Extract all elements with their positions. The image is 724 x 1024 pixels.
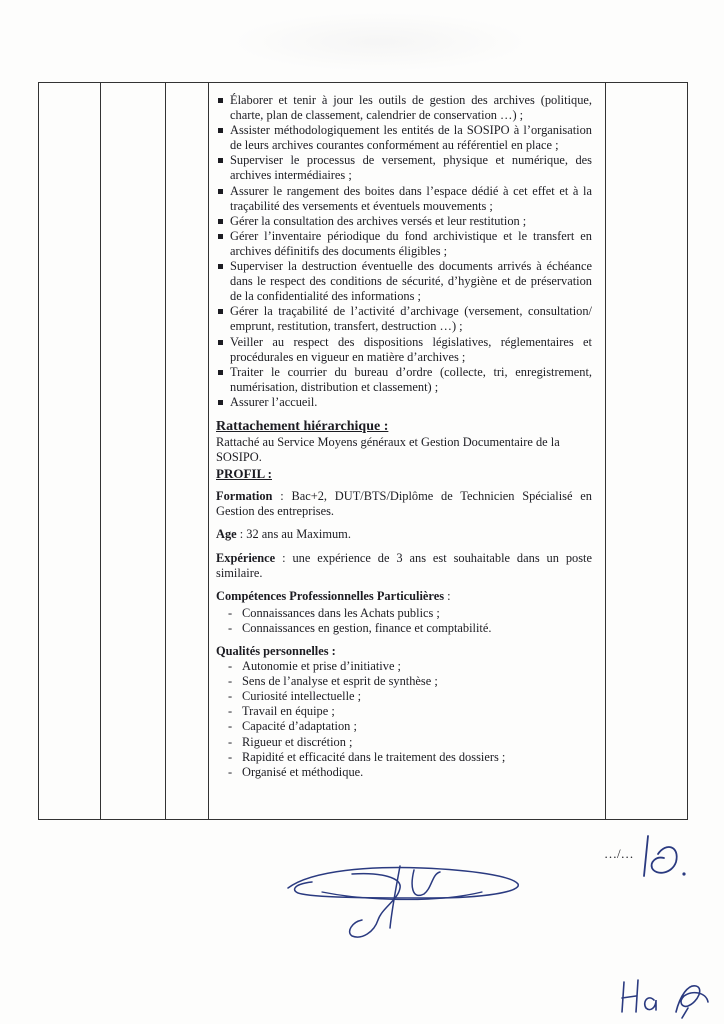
- missions-list: [216, 93, 592, 410]
- job-description-table: [38, 82, 688, 820]
- formation-label: Formation: [216, 489, 273, 504]
- page-continuation: …/…: [604, 846, 634, 861]
- experience-text: : une expérience de 3 ans est souhaitable dans un poste similaire.: [216, 550, 592, 580]
- qualite-item: - Capacité d’adaptation ;: [216, 719, 592, 734]
- qualite-item: - Curiosité intellectuelle ;: [216, 689, 592, 704]
- mission-item: Élaborer et tenir à jour les outils de gestion des archives (politique, charte, plan de classement, calendrier de conservation …) ;: [216, 93, 592, 123]
- mission-item: Veiller au respect des dispositions législatives, réglementaires et procédurales en vigueur en matière d’archives ;: [216, 335, 592, 365]
- qualite-item: - Organisé et méthodique.: [216, 765, 592, 780]
- mission-item: Superviser la destruction éventuelle des documents arrivés à échéance dans le respect des conditions de sécurité, d’hygiène et de préservation de la confidentialité des informations ;: [216, 259, 592, 304]
- missions-cell: [216, 93, 592, 780]
- experience-label: Expérience: [216, 550, 276, 565]
- formation-text: : Bac+2, DUT/BTS/Diplôme de Technicien Spécialisé en Gestion des entreprises.: [216, 489, 592, 519]
- mission-item: Assurer l’accueil.: [216, 395, 592, 410]
- qualites-heading: Qualités personnelles :: [216, 644, 336, 658]
- handwritten-initials: [618, 972, 714, 1022]
- column-divider: [165, 83, 166, 819]
- qualite-item: - Travail en équipe ;: [216, 704, 592, 719]
- age-label: Age: [216, 527, 237, 542]
- age-text: : 32 ans au Maximum.: [236, 527, 351, 542]
- signature-icon: [282, 848, 528, 948]
- qualite-item: - Sens de l’analyse et esprit de synthèse ;: [216, 674, 592, 689]
- column-divider: [605, 83, 606, 819]
- mission-item: Gérer la consultation des archives versés et leur restitution ;: [216, 214, 592, 229]
- mission-item: Superviser le processus de versement, physique et numérique, des archives intermédiaires ;: [216, 153, 592, 183]
- mission-item: Traiter le courrier du bureau d’ordre (collecte, tri, enregistrement, numérisation, distribution et classement) ;: [216, 365, 592, 395]
- competence-item: - Connaissances dans les Achats publics ;: [216, 606, 592, 621]
- column-divider: [100, 83, 101, 819]
- age-paragraph: [216, 527, 592, 542]
- rattachement-text: Rattaché au Service Moyens généraux et Gestion Documentaire de la SOSIPO.: [216, 434, 560, 465]
- mission-item: Assurer le rangement des boites dans l’espace dédié à cet effet et à la traçabilité des versements et éventuels mouvements ;: [216, 184, 592, 214]
- experience-paragraph: [216, 551, 592, 581]
- competence-item: - Connaissances en gestion, finance et comptabilité.: [216, 621, 592, 636]
- competences-heading-colon: :: [444, 588, 451, 603]
- rattachement-heading: Rattachement hiérarchique :: [216, 418, 389, 434]
- profil-heading: PROFIL :: [216, 466, 272, 482]
- mission-item: Assister méthodologiquement les entités de la SOSIPO à l’organisation de leurs archives courantes conformément au référentiel en place ;: [216, 123, 592, 153]
- column-divider: [208, 83, 209, 819]
- competences-heading: [216, 589, 592, 604]
- competences-heading-text: Compétences Professionnelles Particulières: [216, 588, 445, 603]
- faded-header-bleed: [230, 12, 530, 72]
- mission-item: Gérer l’inventaire périodique du fond archivistique et le transfert en archives définitifs des documents éligibles ;: [216, 229, 592, 259]
- qualite-item: - Autonomie et prise d’initiative ;: [216, 659, 592, 674]
- qualites-list: [216, 659, 592, 780]
- qualite-item: - Rapidité et efficacité dans le traitement des dossiers ;: [216, 750, 592, 765]
- formation-paragraph: [216, 489, 592, 519]
- competences-list: [216, 606, 592, 636]
- mission-item: Gérer la traçabilité de l’activité d’archivage (versement, consultation/ emprunt, restitution, transfert, destruction …) ;: [216, 304, 592, 334]
- handwritten-page-number: [636, 832, 692, 882]
- qualite-item: - Rigueur et discrétion ;: [216, 735, 592, 750]
